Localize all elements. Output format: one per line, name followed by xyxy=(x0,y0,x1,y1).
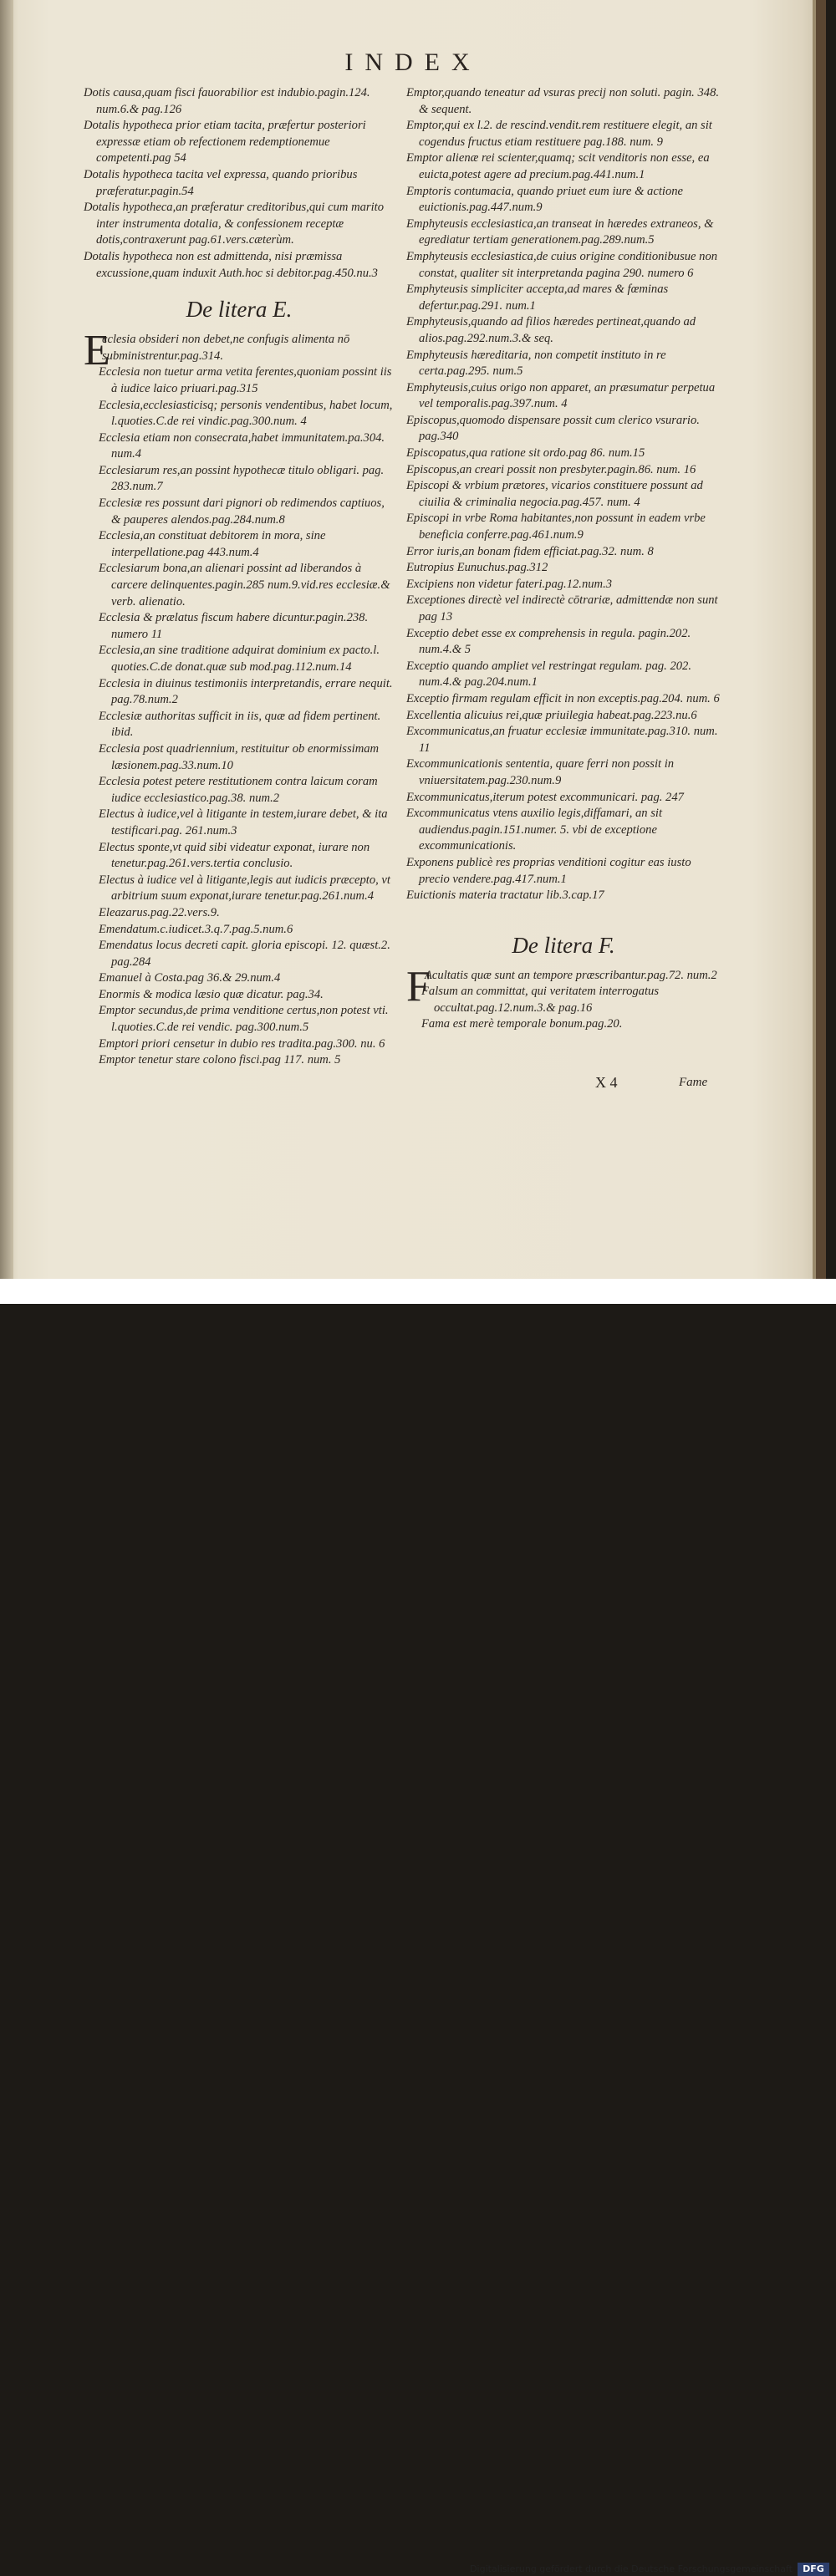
index-entry: Emanuel à Costa.pag 36.& 29.num.4 xyxy=(99,971,281,985)
index-entry: Excommunicationis sententia, quare ferri non possit in vniuersitatem.pag.230.num.9 xyxy=(406,757,675,787)
left-entries-e xyxy=(84,364,395,1069)
drop-cap-initial: E xyxy=(84,327,110,375)
book-cover-edge xyxy=(816,0,826,1279)
index-entry: Emphyteusis hæreditaria, non competit instituto in re certa.pag.295. num.5 xyxy=(406,348,666,379)
index-entry: Ecclesia,an constituat debitorem in mora, sine interpellatione.pag 443.num.4 xyxy=(99,529,326,559)
section-heading-f: De litera F. xyxy=(512,932,615,958)
index-entry: Excellentia alicuius rei,quæ priuilegia habeat.pag.223.nu.6 xyxy=(406,708,697,722)
index-entry: Dotalis hypotheca tacita vel expressa, quando prioribus præferatur.pagin.54 xyxy=(84,167,358,198)
index-entry: Emphyteusis ecclesiastica,de cuius origine conditionibusue non constat, qualiter sit interpretanda pagina 290. numero 6 xyxy=(406,249,718,280)
index-entry: Ecclesia,an sine traditione adquirat dominium ex pacto.l. quoties.C.de donat.quæ sub mod.pag.112.num.14 xyxy=(99,644,380,674)
credit-bar xyxy=(0,1279,836,2574)
index-entry: Ecclesiarum bona,an alienari possint ad liberandos à carcere delinquentes.pagin.285 num.9.vid.res ecclesiæ.& verb. alienatio. xyxy=(99,562,390,608)
index-entry: Exceptio firmam regulam efficit in non exceptis.pag.204. num. 6 xyxy=(406,691,720,705)
index-entry: Emptori priori censetur in dubio res tradita.pag.300. nu. 6 xyxy=(99,1036,385,1051)
index-entry: Emptor tenetur stare colono fisci.pag 117. num. 5 xyxy=(99,1053,341,1067)
running-head: INDEX xyxy=(344,48,482,76)
index-entry: Fama est merè temporale bonum.pag.20. xyxy=(421,1017,623,1031)
section-heading-e: De litera E. xyxy=(186,297,293,323)
index-entry: Exceptiones directè vel indirectè cōtrariæ, admittendæ non sunt pag 13 xyxy=(406,593,718,624)
left-column xyxy=(84,85,395,1069)
index-entry: Episcopus,quomodo dispensare possit cum clerico vsurario. pag.340 xyxy=(406,413,700,444)
index-entry: Emphyteusis simpliciter accepta,ad mares & fœminas defertur.pag.291. num.1 xyxy=(406,283,669,313)
index-entry: Dotalis hypotheca,an præferatur creditoribus,qui cum marito inter instrumenta dotalia, & confessionem receptæ dotis,contraxerunt pag.61.vers.cæterùm. xyxy=(84,201,385,247)
left-entries-top xyxy=(84,85,395,282)
index-entry: Episcopus,an creari possit non presbyter.pagin.86. num. 16 xyxy=(406,462,696,476)
index-entry: Acultatis quæ sunt an tempore præscribantur.pag.72. num.2 xyxy=(425,968,717,982)
index-entry: Emphyteusis,quando ad filios hæredes pertineat,quando ad alios.pag.292.num.3.& seq. xyxy=(406,315,696,345)
index-entry: Electus à iudice vel à litigante,legis aut iudicis præcepto, vt arbitrium suum exponat,iurare tenetur.pag.261.num.4 xyxy=(99,873,390,904)
index-entry: Ecclesiæ authoritas sufficit in iis, quæ ad fidem pertinent. ibid. xyxy=(99,709,381,740)
index-entry: Exceptio debet esse ex comprehensis in regula. pagin.202. num.4.& 5 xyxy=(406,626,691,657)
index-entry: Electus à iudice,vel à litigante in testem,iurare debet, & ita testificari.pag. 261.num.3 xyxy=(99,807,388,837)
index-entry: cclesia obsideri non debet,ne confugis alimenta nō subministrentur.pag.314. xyxy=(102,333,350,363)
right-column xyxy=(406,85,721,1033)
index-entry: Ecclesia,ecclesiasticisq; personis vendentibus, habet locum, l.quoties.C.de rei vindic.pag.300.num. 4 xyxy=(99,398,393,429)
index-entry: Ecclesia in diuinus testimoniis interpretandis, errare nequit. pag.78.num.2 xyxy=(99,676,393,707)
index-entry: Dotis causa,quam fisci fauorabilior est indubio.pagin.124. num.6.& pag.126 xyxy=(84,86,370,116)
index-entry: Emendatus locus decreti capit. gloria episcopi. 12. quæst.2. pag.284 xyxy=(99,939,390,969)
index-entry: Emptor secundus,de prima venditione certus,non potest vti. l.quoties.C.de rei vendic. pag.300.num.5 xyxy=(99,1004,389,1035)
index-entry: Emptor,quando teneatur ad vsuras precij non soluti. pagin. 348. & sequent. xyxy=(406,86,720,116)
catchword: Fame xyxy=(679,1076,708,1089)
index-entry: Ecclesiæ res possunt dari pignori ob redimendos captiuos, & pauperes alendos.pag.284.num.8 xyxy=(99,496,385,527)
index-entry: Dotalis hypotheca non est admittenda, nisi præmissa excussione,quam induxit Auth.hoc si debitor.pag.450.nu.3 xyxy=(84,249,378,280)
index-entry: Episcopi & vrbium prætores, vicarios constituere possunt ad ciuilia & criminalia negocia.pag.457. num. 4 xyxy=(406,479,703,509)
index-entry: Ecclesia potest petere restitutionem contra laicum coram iudice ecclesiastico.pag.38. num.2 xyxy=(99,775,378,805)
signature-mark: X 4 xyxy=(595,1074,618,1091)
index-entry: Emptoris contumacia, quando priuet eum iure & actione euictionis.pag.447.num.9 xyxy=(406,184,684,215)
index-entry: Ecclesia etiam non consecrata,habet immunitatem.pa.304. num.4 xyxy=(99,430,385,461)
index-entry: Ecclesia non tuetur arma vetita ferentes,quoniam possint iis à iudice laico priuari.pag.315 xyxy=(99,365,392,395)
index-entry: Dotalis hypotheca prior etiam tacita, præfertur posteriori expressæ etiam ob refectionem redemptionemue competenti.pag 54 xyxy=(84,119,366,165)
index-entry: Falsum an committat, qui veritatem interrogatus occultat.pag.12.num.3.& pag.16 xyxy=(421,985,660,1015)
index-entry: Emphyteusis ecclesiastica,an transeat in hæredes extraneos, & egrediatur tertiam generationem.pag.289.num.5 xyxy=(406,216,714,247)
index-entry: Error iuris,an bonam fidem efficiat.pag.32. num. 8 xyxy=(406,544,654,558)
index-entry: Excipiens non videtur fateri.pag.12.num.3 xyxy=(406,577,613,591)
index-entry: Emptor alienæ rei scienter,quamq; scit venditoris non esse, ea euicta,potest agere ad precium.pag.441.num.1 xyxy=(406,151,710,181)
index-entry: Ecclesiarum res,an possint hypothecæ titulo obligari. pag. 283.num.7 xyxy=(99,463,385,494)
drop-cap-entry-e xyxy=(84,327,395,375)
index-entry: Ecclesia post quadriennium, restituitur ob enormissimam læsionem.pag.33.num.10 xyxy=(99,741,380,772)
index-entry: Eutropius Eunuchus.pag.312 xyxy=(406,561,548,575)
dfg-logo: DFG xyxy=(798,2563,829,2576)
index-entry: Emendatum.c.iudicet.3.q.7.pag.5.num.6 xyxy=(99,922,293,936)
index-entry: Enormis & modica læsio quæ dicatur. pag.34. xyxy=(99,987,324,1001)
book-gutter xyxy=(0,0,13,1279)
index-entry: Excommunicatus,an fruatur ecclesiæ immunitate.pag.310. num. 11 xyxy=(406,725,718,755)
index-entry: Emptor,qui ex l.2. de rescind.vendit.rem restituere elegit, an sit cogendus fructus etiam restituere pag.188. num. 9 xyxy=(406,119,712,149)
right-entries-e xyxy=(406,85,721,904)
index-entry: Ecclesia & prælatus fiscum habere dicuntur.pagin.238. numero 11 xyxy=(99,611,369,641)
index-entry: Exceptio quando ampliet vel restringat regulam. pag. 202. num.4.& pag.204.num.1 xyxy=(406,659,692,690)
index-entry: Episcopatus,qua ratione sit ordo.pag 86. num.15 xyxy=(406,446,645,461)
index-entry: Eleazarus.pag.22.vers.9. xyxy=(99,905,220,919)
digitization-credit: Digitalisierung gefördert durch die Deutsche Forschungsgemeinschaft xyxy=(470,2563,793,2574)
index-entry: Electus sponte,vt quid sibi videatur exponat, iurare non tenetur.pag.261.vers.tertia conclusio. xyxy=(99,840,370,871)
drop-cap-initial: F xyxy=(406,962,431,1011)
right-entries-f xyxy=(406,984,721,1033)
index-entry: Euictionis materia tractatur lib.3.cap.17 xyxy=(406,888,604,903)
index-entry: Emphyteusis,cuius origo non apparet, an præsumatur perpetua vel temporalis.pag.397.num. 4 xyxy=(406,380,716,411)
index-entry: Episcopi in vrbe Roma habitantes,non possunt in eadem vrbe beneficia conferre.pag.461.num.9 xyxy=(406,512,706,542)
index-entry: Exponens publicè res proprias venditioni cogitur eas iusto precio vendere.pag.417.num.1 xyxy=(406,855,691,886)
book-page xyxy=(0,0,826,1279)
index-entry: Excommunicatus,iterum potest excommunicari. pag. 247 xyxy=(406,790,684,804)
index-entry: Excommunicatus vtens auxilio legis,diffamari, an sit audiendus.pagin.151.numer. 5. vbi de exceptione excommunicationis. xyxy=(406,807,663,853)
